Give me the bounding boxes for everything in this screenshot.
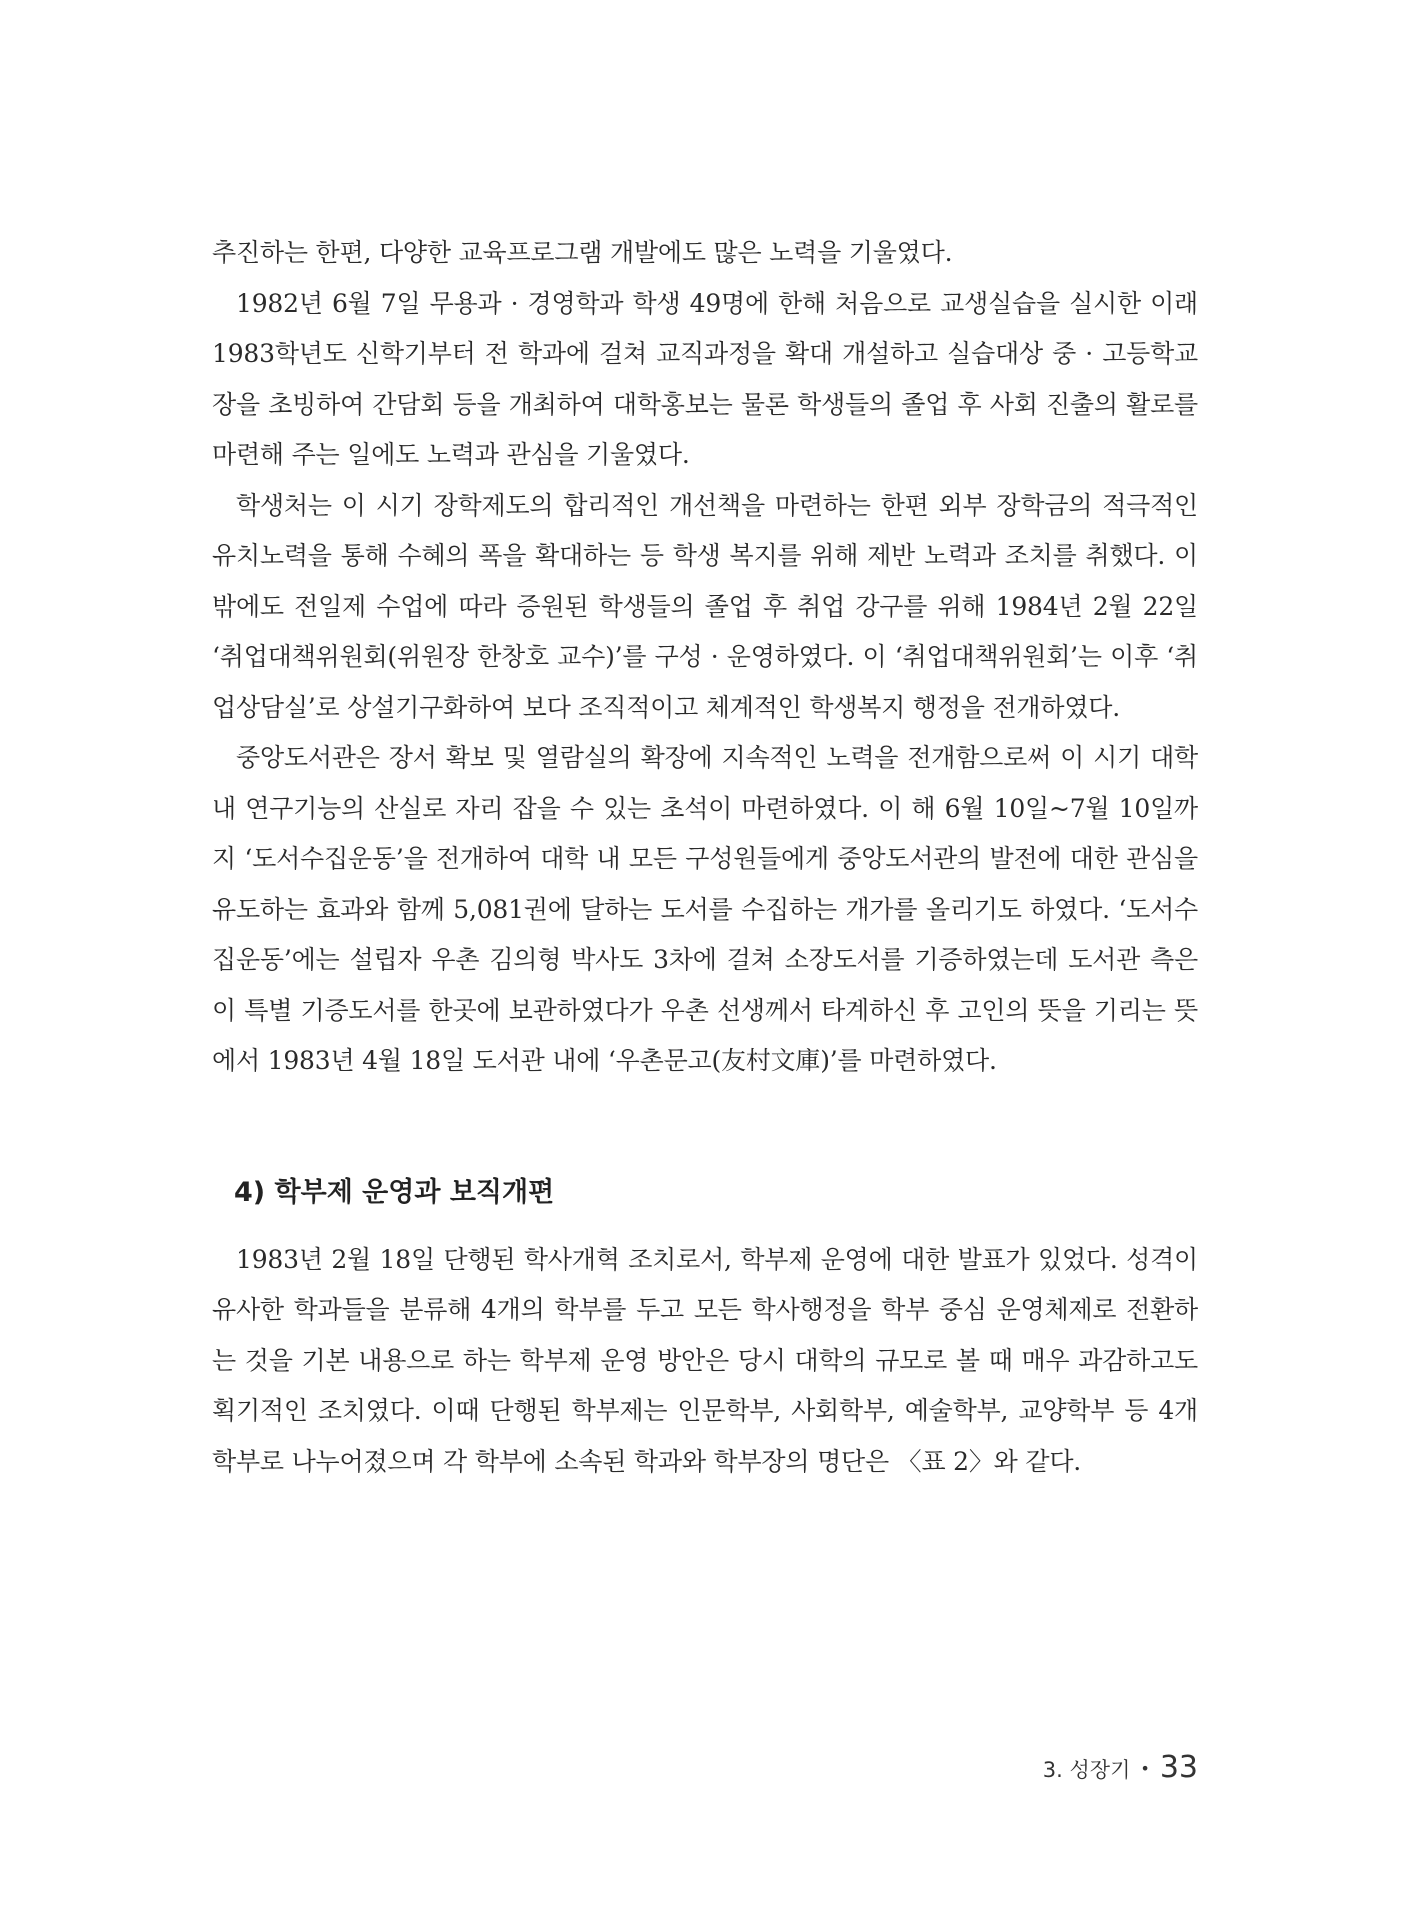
section-paragraph-1: 1983년 2월 18일 단행된 학사개혁 조치로서, 학부제 운영에 대한 발표가 있었다. 성격이 유사한 학과들을 분류해 4개의 학부를 두고 모든 학사행정을 학부 중심 운영체제로 전환하는 것을 기본 내용으로 하는 학부제 운영 방안은 당시 대학의 규모로 볼 때 매우 과감하고도 획기적인 조치였다. 이때 단행된 학부제는 인문학부, 사회학부, 예술학부, 교양학부 등 4개학부로 나누어졌으며 각 학부에 소속된 학과와 학부장의 명단은 〈표 2〉와 같다. xyxy=(212,1244,1198,1476)
paragraph-3: 학생처는 이 시기 장학제도의 합리적인 개선책을 마련하는 한편 외부 장학금의 적극적인 유치노력을 통해 수혜의 폭을 확대하는 등 학생 복지를 위해 제반 노력과 조치를 취했다. 이밖에도 전일제 수업에 따라 증원된 학생들의 졸업 후 취업 강구를 위해 1984년 2월 22일 ‘취업대책위원회(위원장 한창호 교수)’를 구성 · 운영하였다. 이 ‘취업대책위원회’는 이후 ‘취업상담실’로 상설기구화하여 보다 조직적이고 체계적인 학생복지 행정을 전개하였다. xyxy=(212,490,1198,722)
page-number: 33 xyxy=(1159,1750,1198,1785)
paragraph-1: 추진하는 한편, 다양한 교육프로그램 개발에도 많은 노력을 기울였다. xyxy=(212,238,953,267)
paragraph-2: 1982년 6월 7일 무용과 · 경영학과 학생 49명에 한해 처음으로 교생실습을 실시한 이래 1983학년도 신학기부터 전 학과에 걸쳐 교직과정을 확대 개설하고 실습대상 중 · 고등학교장을 초빙하여 간담회 등을 개최하여 대학홍보는 물론 학생들의 졸업 후 사회 진출의 활로를 마련해 주는 일에도 노력과 관심을 기울였다. xyxy=(212,288,1198,469)
paragraph-4: 중앙도서관은 장서 확보 및 열람실의 확장에 지속적인 노력을 전개함으로써 이 시기 대학 내 연구기능의 산실로 자리 잡을 수 있는 초석이 마련하였다. 이 해 6월 10일~7월 10일까지 ‘도서수집운동’을 전개하여 대학 내 모든 구성원들에게 중앙도서관의 발전에 대한 관심을 유도하는 효과와 함께 5,081권에 달하는 도서를 수집하는 개가를 올리기도 하였다. ‘도서수집운동’에는 설립자 우촌 김의형 박사도 3차에 걸쳐 소장도서를 기증하였는데 도서관 측은 이 특별 기증도서를 한곳에 보관하였다가 우촌 선생께서 타계하신 후 고인의 뜻을 기리는 뜻에서 1983년 4월 18일 도서관 내에 ‘우촌문고(友村文庫)’를 마련하였다. xyxy=(212,743,1198,1075)
chapter-label: 3. 성장기 xyxy=(1042,1758,1131,1782)
section-heading: 4) 학부제 운영과 보직개편 xyxy=(234,1176,555,1208)
page-footer xyxy=(1043,1750,1198,1785)
footer-bullet: • xyxy=(1140,1759,1150,1778)
page-body xyxy=(212,228,1198,1487)
